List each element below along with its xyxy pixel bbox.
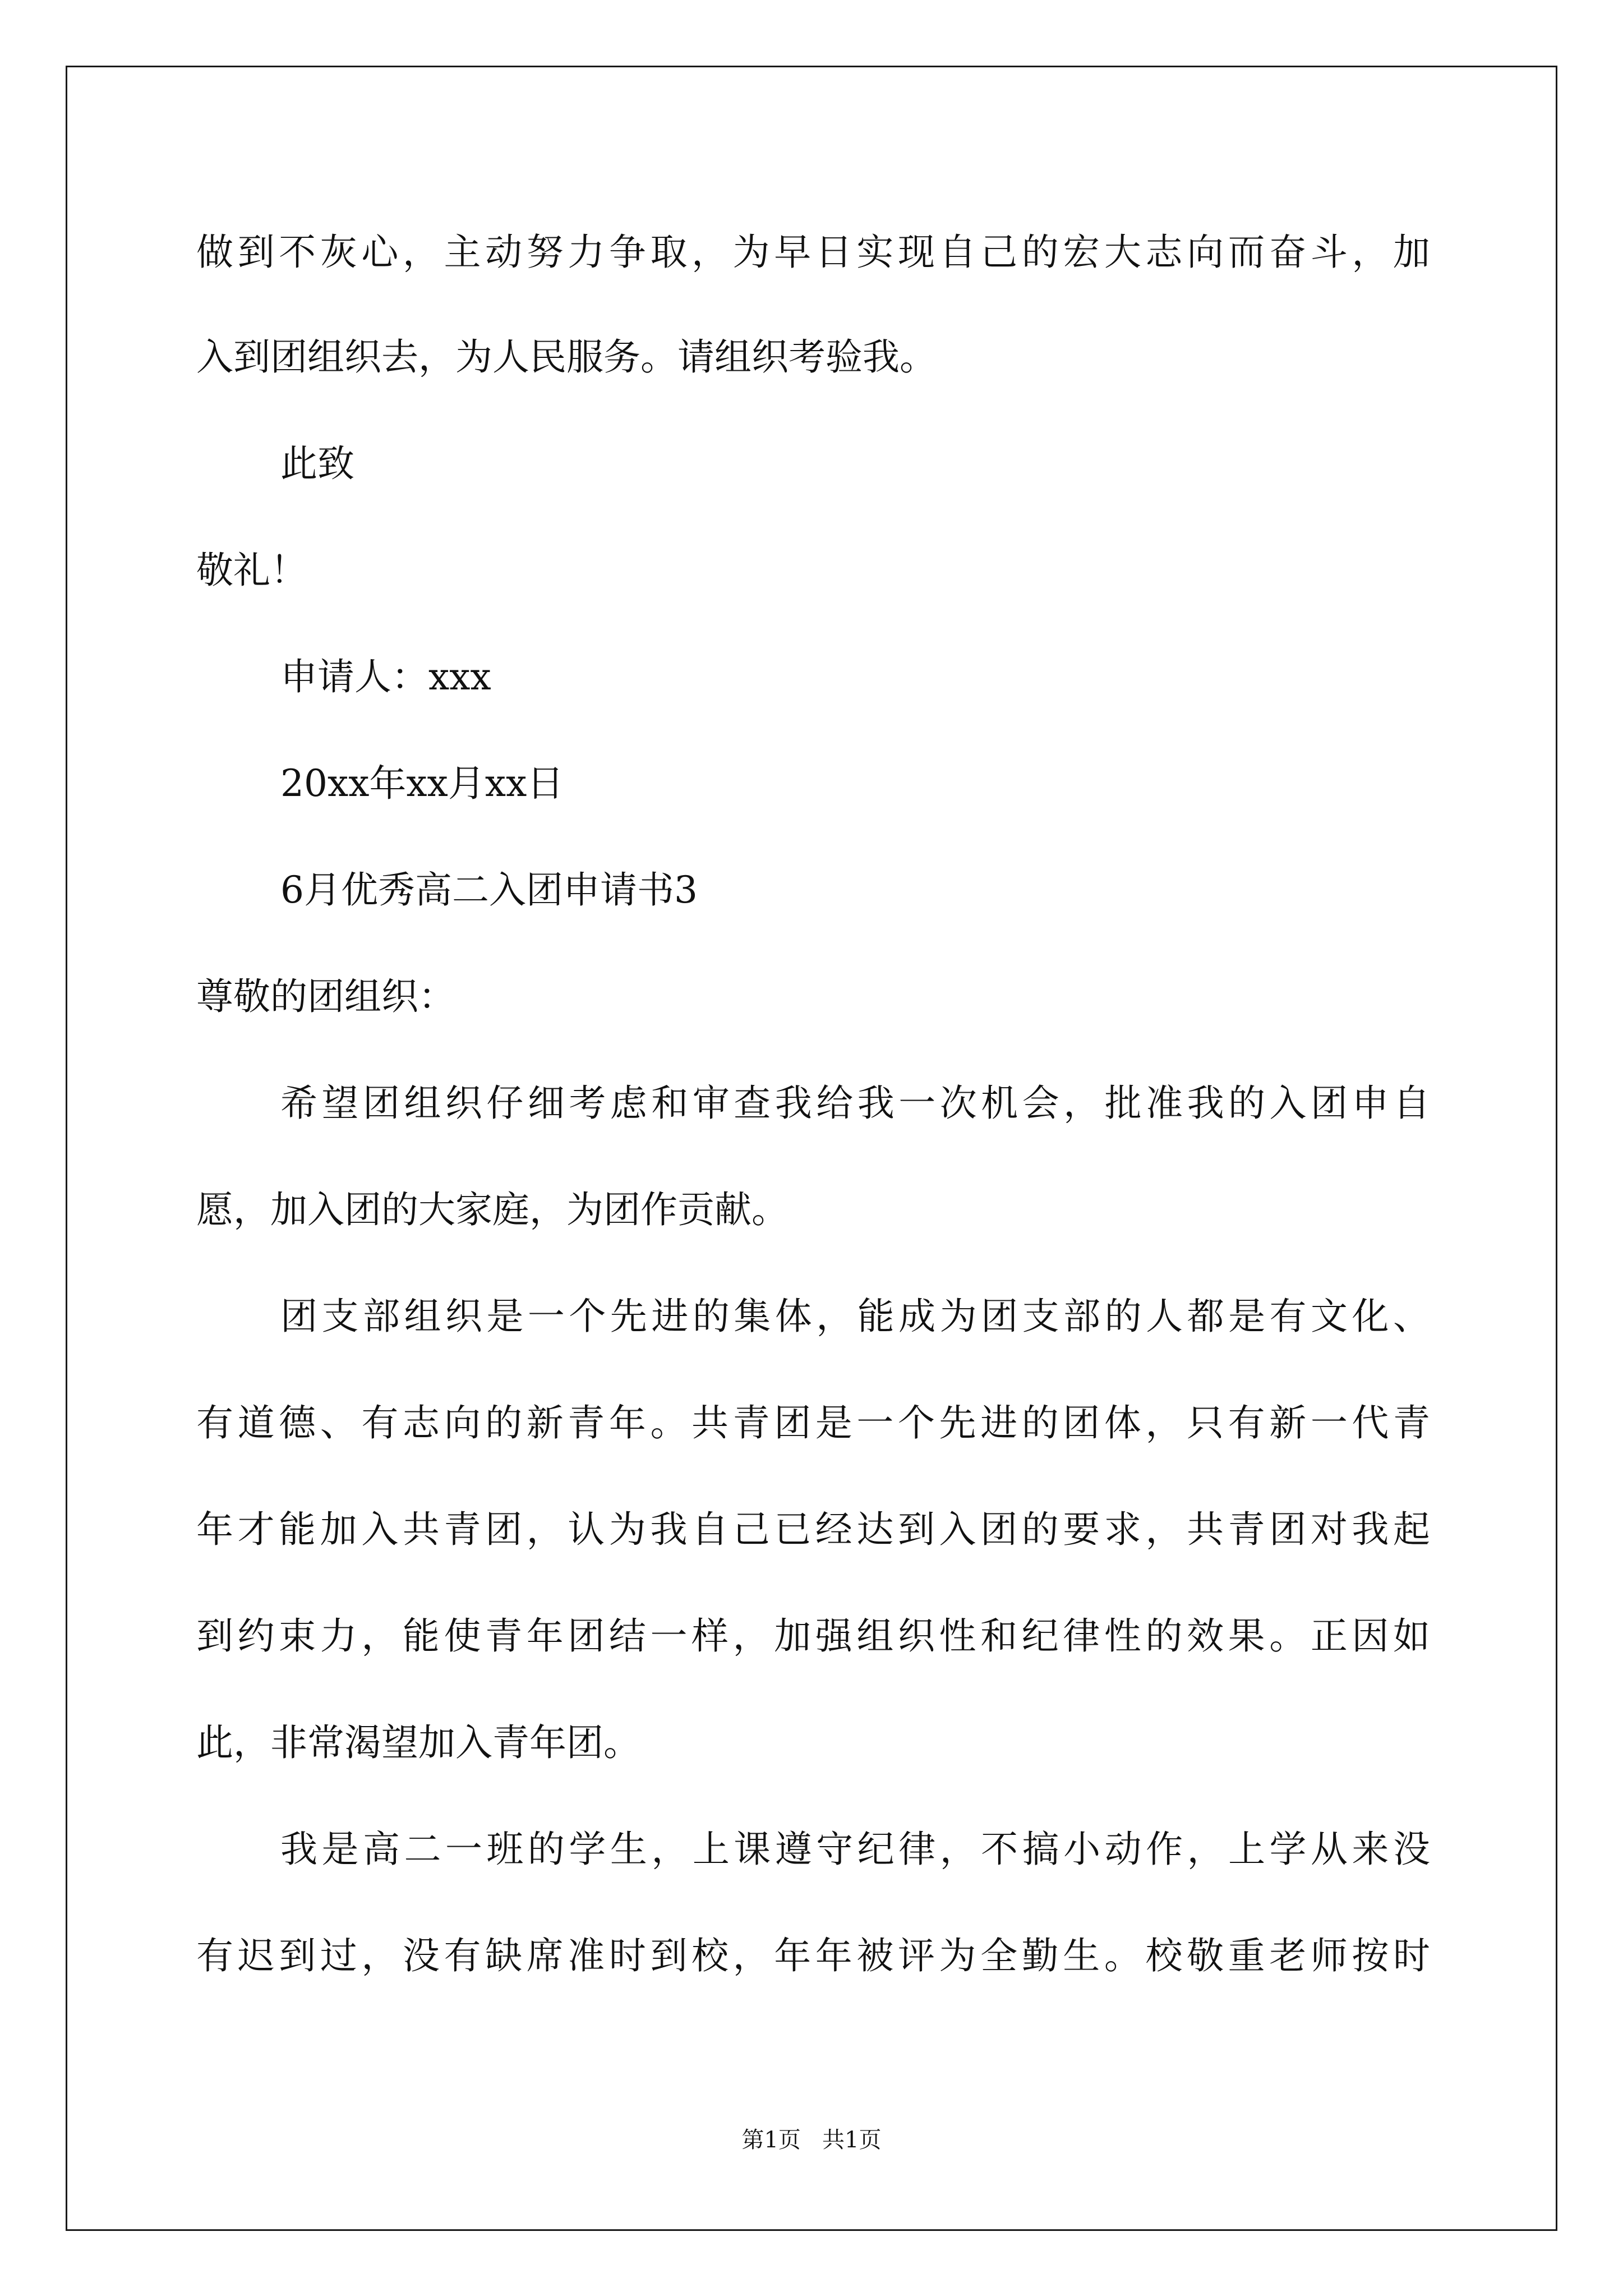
text-line: 年才能加入共青团，认为我自己已经达到入团的要求，共青团对我起: [196, 1508, 1430, 1551]
greeting-line: 尊敬的团组织：: [196, 975, 455, 1018]
text-line: 希望团组织仔细考虑和审查我给我一次机会，批准我的入团申自: [280, 1082, 1430, 1125]
text-line: 做到不灰心，主动努力争取，为早日实现自己的宏大志向而奋斗，加: [196, 231, 1430, 274]
salutation-line: 此致: [280, 442, 354, 485]
date-line: 20xx年xx月xx日: [280, 762, 564, 805]
text-line: 愿，加入团的大家庭，为团作贡献。: [196, 1188, 789, 1231]
text-line: 团支部组织是一个先进的集体，能成为团支部的人都是有文化、: [280, 1295, 1430, 1338]
page-footer: 第1页 共1页: [741, 2127, 882, 2153]
text-line: 我是高二一班的学生，上课遵守纪律，不搞小动作，上学从来没: [280, 1828, 1430, 1871]
text-line: 到约束力，能使青年团结一样，加强组织性和纪律性的效果。正因如: [196, 1614, 1430, 1658]
applicant-line: 申请人：xxx: [280, 655, 491, 698]
text-line: 有道德、有志向的新青年。共青团是一个先进的团体，只有新一代青: [196, 1401, 1430, 1444]
text-line: 有迟到过，没有缺席准时到校，年年被评为全勤生。校敬重老师按时: [196, 1934, 1430, 1977]
page-border: [66, 66, 1557, 2231]
salutation-line: 敬礼！: [196, 549, 307, 592]
section-title: 6月优秀高二入团申请书3: [280, 868, 698, 912]
text-line: 此，非常渴望加入青年团。: [196, 1721, 640, 1764]
text-line: 入到团组织去，为人民服务。请组织考验我。: [196, 335, 937, 379]
